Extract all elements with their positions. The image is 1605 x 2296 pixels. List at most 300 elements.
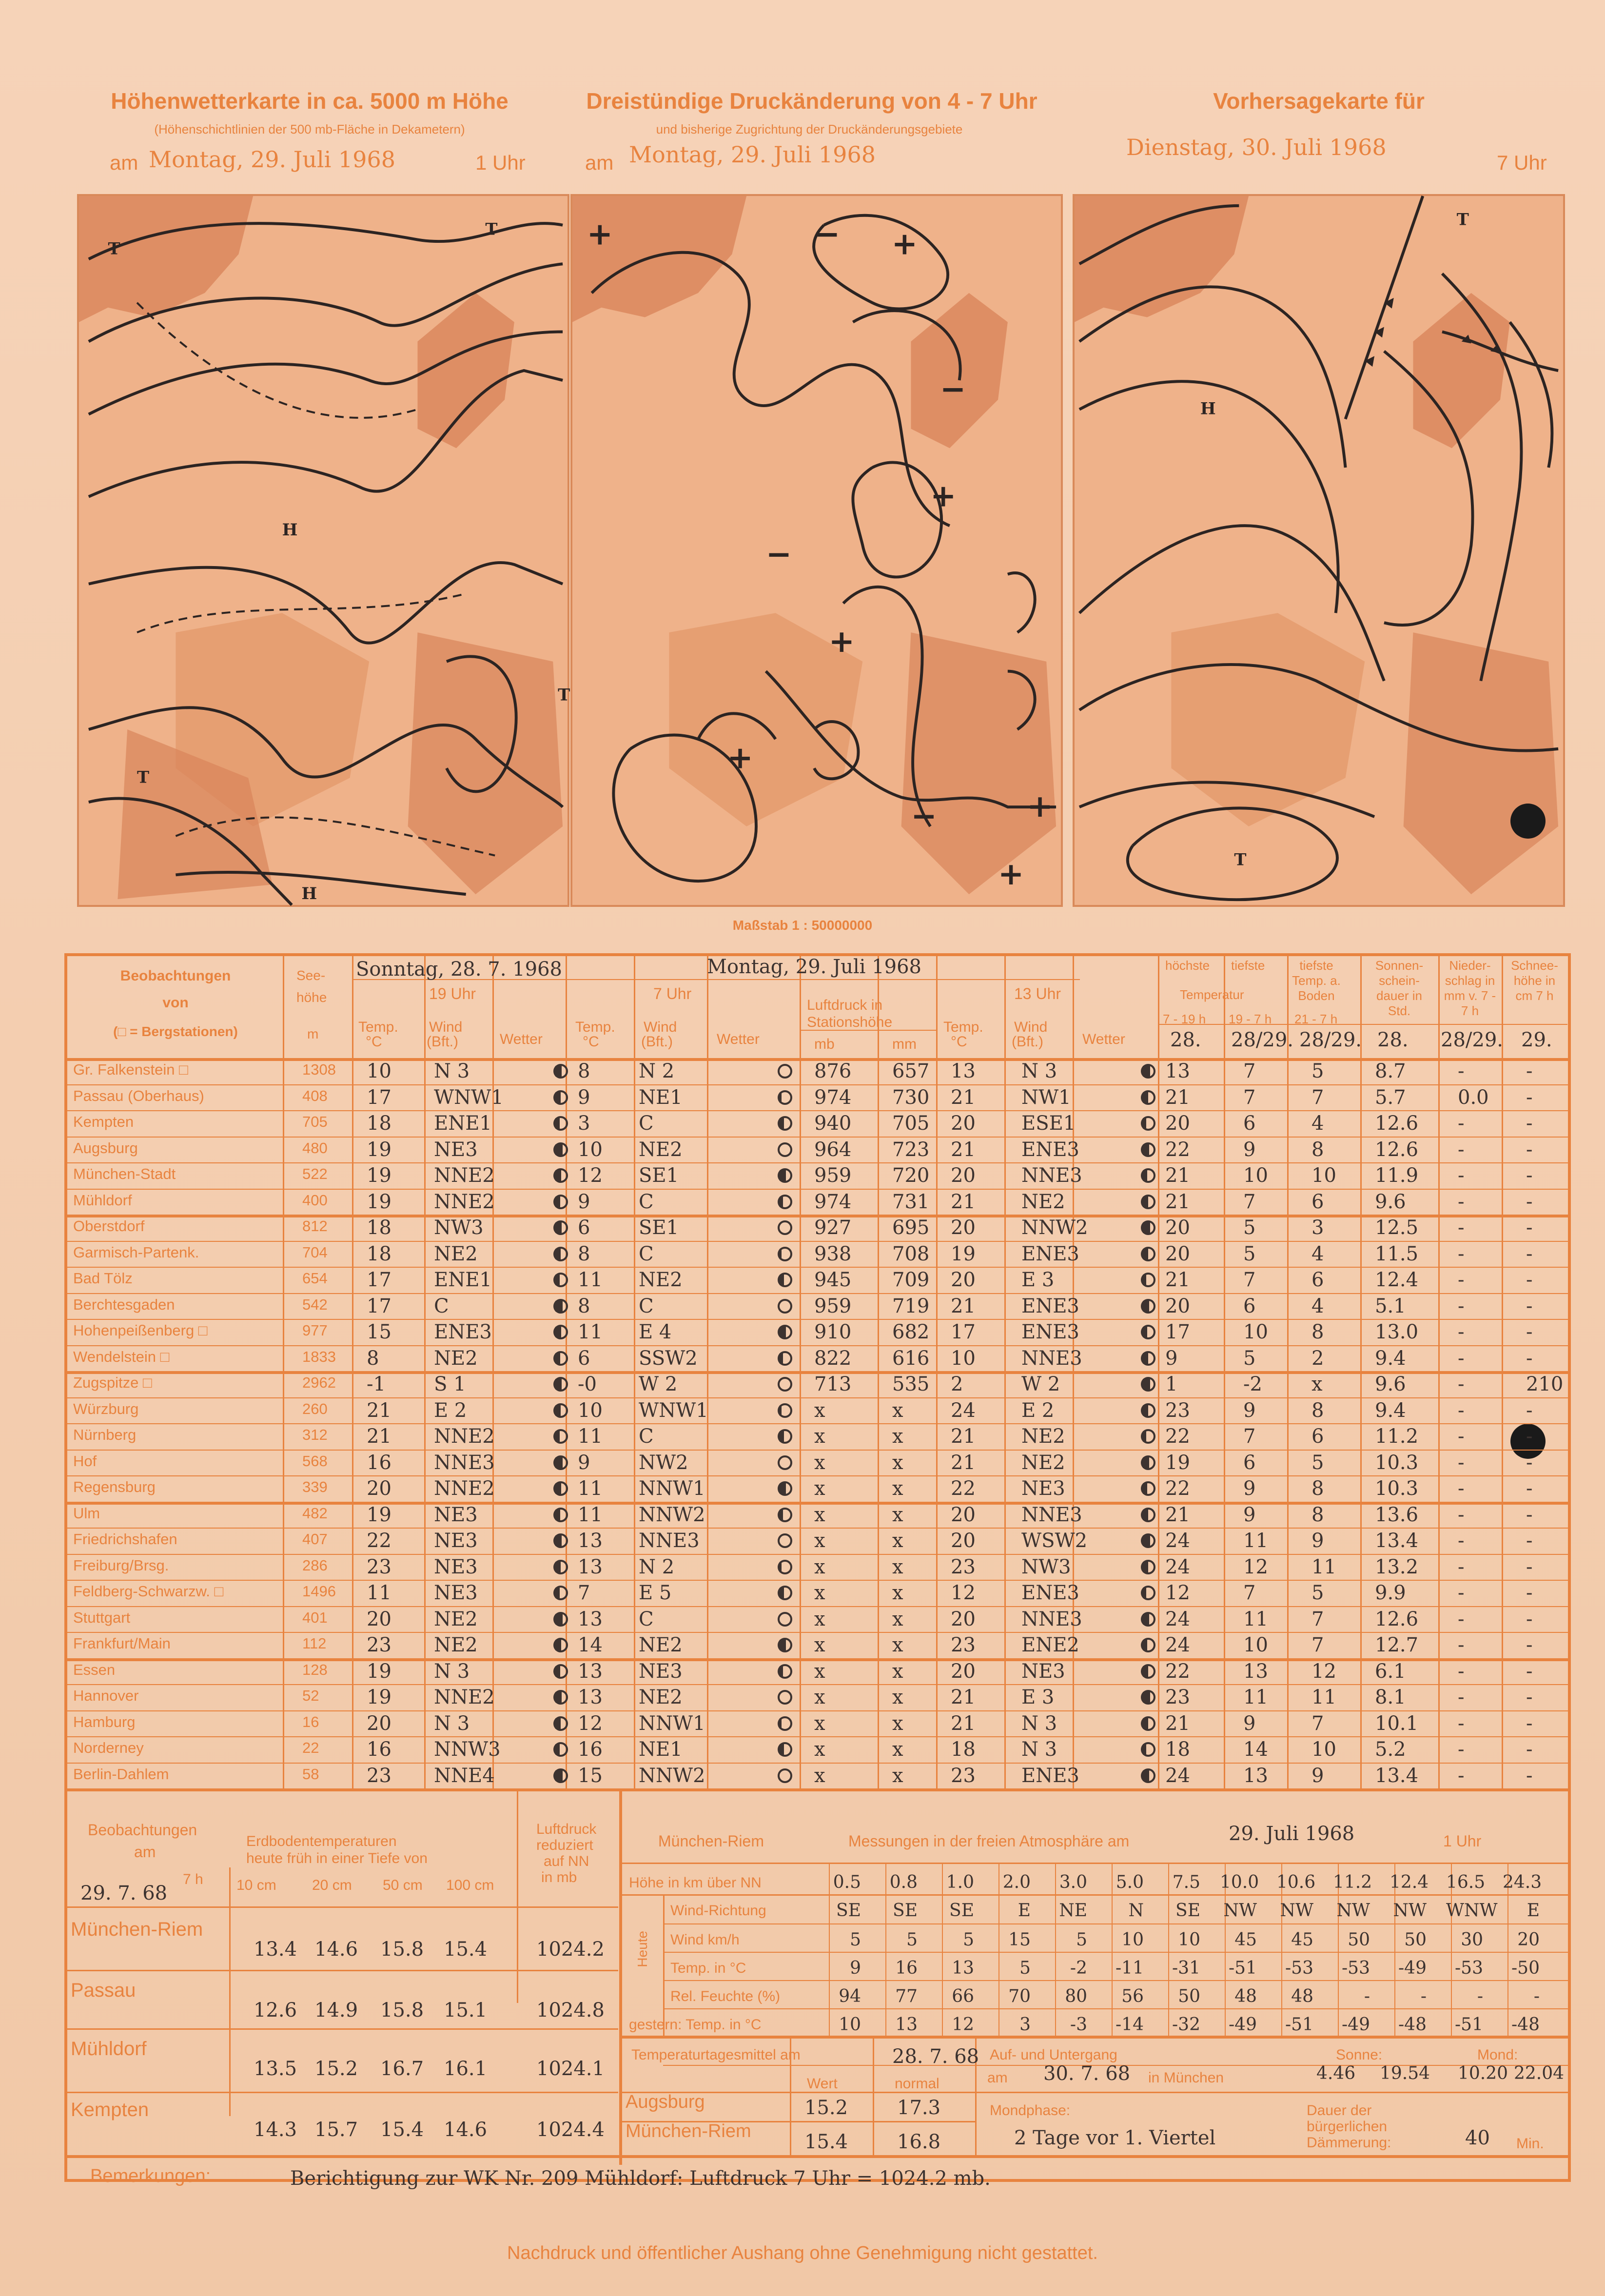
obs-header-see1: See- bbox=[296, 968, 326, 983]
temp-7h: 13 bbox=[578, 1555, 603, 1578]
pressure-mm: x bbox=[892, 1477, 903, 1500]
rule-h bbox=[975, 2092, 1570, 2093]
aero-hums-cell: 94 bbox=[839, 1986, 861, 2006]
temp-13h: 20 bbox=[951, 1660, 976, 1683]
aero-dirs-cell: NW bbox=[1393, 1901, 1427, 1921]
pressure-mm: 535 bbox=[892, 1373, 930, 1395]
sunshine: 5.2 bbox=[1375, 1738, 1406, 1761]
wind-7h: NE1 bbox=[639, 1738, 683, 1761]
temp-19h: -1 bbox=[367, 1373, 386, 1395]
temp-max: 12 bbox=[1165, 1582, 1190, 1604]
svg-text:+: + bbox=[587, 216, 613, 252]
aero-spds-cell: 10 bbox=[1121, 1930, 1144, 1950]
aero-hoehen-cell: 10.0 bbox=[1220, 1872, 1259, 1892]
obs-col-d2829b: 28/29. bbox=[1299, 1029, 1362, 1051]
soil-col-10: 10 cm bbox=[236, 1877, 276, 1893]
weather-symbol-icon bbox=[1141, 1586, 1155, 1600]
station-altitude: 812 bbox=[302, 1217, 328, 1235]
pressure-mb: x bbox=[814, 1738, 825, 1761]
soil-temp: 15.8 bbox=[380, 1938, 424, 1961]
temp-max: 22 bbox=[1165, 1138, 1190, 1161]
temp-max: 21 bbox=[1165, 1269, 1190, 1291]
wind-19h: NNE2 bbox=[434, 1477, 495, 1500]
aero-dirs-cell: SE bbox=[949, 1901, 974, 1921]
weather-symbol-icon bbox=[553, 1325, 568, 1339]
wind-19h: N 3 bbox=[434, 1660, 470, 1683]
svg-text:T: T bbox=[1456, 209, 1469, 229]
station-altitude: 568 bbox=[302, 1452, 328, 1470]
soil-pressure: 1024.8 bbox=[536, 1999, 605, 2021]
weather-symbol-icon bbox=[1141, 1090, 1155, 1105]
sunshine: 13.6 bbox=[1375, 1503, 1419, 1526]
wind-13h: NW1 bbox=[1021, 1086, 1071, 1109]
soil-temp: 15.8 bbox=[380, 1999, 424, 2021]
aero-dirs-cell: SE bbox=[1175, 1901, 1200, 1921]
obs-col-luftdruck2: Stationshöhe bbox=[807, 1014, 893, 1030]
temp-13h: 21 bbox=[951, 1425, 976, 1448]
map1-am: am bbox=[110, 151, 138, 174]
pressure-mm: x bbox=[892, 1425, 903, 1448]
soil-temp: 14.9 bbox=[314, 1999, 358, 2021]
aero-hoehen-cell: 5.0 bbox=[1116, 1872, 1144, 1892]
soil-erd1: Erdbodentemperaturen bbox=[246, 1833, 397, 1849]
temp-ground: 8 bbox=[1311, 1321, 1324, 1343]
weather-symbol-icon bbox=[778, 1195, 792, 1209]
upper-air-chart bbox=[79, 196, 568, 905]
mond-label: Mond: bbox=[1477, 2047, 1518, 2063]
weather-symbol-icon bbox=[553, 1664, 568, 1679]
temp-7h: 15 bbox=[578, 1764, 603, 1787]
obs-col-tiefste: tiefste bbox=[1231, 958, 1265, 973]
station-altitude: 480 bbox=[302, 1139, 328, 1157]
weather-symbol-icon bbox=[1141, 1638, 1155, 1652]
weather-symbol-icon bbox=[778, 1064, 792, 1079]
moon-rise: 10.20 bbox=[1458, 2063, 1508, 2083]
soil-station: Passau bbox=[71, 1980, 136, 2001]
pressure-mb: x bbox=[814, 1425, 825, 1448]
pressure-mm: x bbox=[892, 1555, 903, 1578]
pressure-mb: x bbox=[814, 1503, 825, 1526]
snow: - bbox=[1526, 1164, 1533, 1187]
aero-dirs-cell: E bbox=[1527, 1901, 1540, 1921]
soil-station: München-Riem bbox=[71, 1919, 203, 1940]
map3-title: Vorhersagekarte für bbox=[1213, 88, 1425, 114]
wind-19h: NE3 bbox=[434, 1530, 478, 1552]
temp-ground: 5 bbox=[1311, 1582, 1324, 1604]
weather-symbol-icon bbox=[1141, 1064, 1155, 1079]
precipitation: - bbox=[1458, 1503, 1465, 1526]
daemm-value: 40 bbox=[1465, 2127, 1490, 2149]
station-altitude: 977 bbox=[302, 1322, 328, 1339]
weather-symbol-icon bbox=[553, 1533, 568, 1548]
temp-ground: 7 bbox=[1311, 1608, 1324, 1630]
soil-temp: 13.5 bbox=[254, 2058, 297, 2080]
temp-min: 5 bbox=[1243, 1217, 1256, 1239]
station-altitude: 705 bbox=[302, 1113, 328, 1130]
temp-19h: 21 bbox=[367, 1399, 391, 1422]
weather-symbol-icon bbox=[1141, 1220, 1155, 1235]
precipitation: - bbox=[1458, 1217, 1465, 1239]
station-altitude: 16 bbox=[302, 1713, 319, 1730]
station-name: Nürnberg bbox=[73, 1426, 137, 1443]
temp-19h: 18 bbox=[367, 1217, 391, 1239]
wind-19h: ENE3 bbox=[434, 1321, 492, 1343]
wind-7h: NNW1 bbox=[639, 1477, 705, 1500]
precipitation: - bbox=[1458, 1373, 1465, 1395]
precipitation: - bbox=[1458, 1164, 1465, 1187]
temp-7h: 8 bbox=[578, 1242, 590, 1265]
aero-spds-cell: 5 bbox=[906, 1930, 918, 1950]
soil-station: Mühldorf bbox=[71, 2038, 147, 2060]
weather-symbol-icon bbox=[778, 1168, 792, 1183]
wind-19h: NNE2 bbox=[434, 1190, 495, 1213]
temp-max: 23 bbox=[1165, 1399, 1190, 1422]
rule-h bbox=[1158, 1024, 1567, 1025]
sun-rise: 4.46 bbox=[1316, 2063, 1356, 2083]
temp-7h: 12 bbox=[578, 1164, 603, 1187]
rule-h bbox=[67, 1475, 1569, 1476]
wind-19h: NNE2 bbox=[434, 1164, 495, 1187]
daemm2: bürgerlichen bbox=[1307, 2119, 1388, 2135]
aero-hoehe-label: Höhe in km über NN bbox=[629, 1875, 762, 1891]
aero-hums-cell: 77 bbox=[895, 1986, 918, 2006]
wind-7h: NNE3 bbox=[639, 1530, 700, 1552]
sunshine: 6.1 bbox=[1375, 1660, 1406, 1683]
temp-19h: 15 bbox=[367, 1321, 391, 1343]
pressure-mm: 695 bbox=[892, 1217, 930, 1239]
weather-symbol-icon bbox=[553, 1690, 568, 1705]
weather-symbol-icon bbox=[778, 1664, 792, 1679]
station-altitude: 128 bbox=[302, 1661, 328, 1678]
aero-temps-cell: 13 bbox=[952, 1958, 974, 1978]
rule-h bbox=[67, 1084, 1569, 1085]
wind-19h: N 3 bbox=[434, 1060, 470, 1082]
weather-symbol-icon bbox=[1141, 1455, 1155, 1470]
daemm-min: Min. bbox=[1516, 2136, 1544, 2152]
svg-text:−: − bbox=[765, 535, 792, 572]
pressure-mb: x bbox=[814, 1608, 825, 1630]
wind-7h: NNW2 bbox=[639, 1764, 705, 1787]
sunshine: 10.3 bbox=[1375, 1451, 1419, 1474]
temp-13h: 21 bbox=[951, 1086, 976, 1109]
temp-13h: 20 bbox=[951, 1112, 976, 1135]
wind-13h: NW3 bbox=[1021, 1555, 1071, 1578]
snow: - bbox=[1526, 1582, 1533, 1604]
temp-ground: 6 bbox=[1311, 1269, 1324, 1291]
obs-header-berg: (□ = Bergstationen) bbox=[113, 1024, 238, 1039]
temp-ground: 7 bbox=[1311, 1086, 1324, 1109]
temp-7h: 7 bbox=[578, 1582, 590, 1604]
temp-min: 7 bbox=[1243, 1425, 1256, 1448]
wind-7h: E 4 bbox=[639, 1321, 672, 1343]
wind-7h: C bbox=[639, 1295, 654, 1317]
soil-col-20: 20 cm bbox=[312, 1877, 352, 1893]
wind-13h: ENE3 bbox=[1021, 1582, 1079, 1604]
aero-spds-cell: 5 bbox=[850, 1930, 861, 1950]
map1-subtitle: (Höhenschichtlinien der 500 mb-Fläche in Dekametern) bbox=[154, 122, 465, 137]
upper-air-map bbox=[77, 194, 569, 907]
wind-7h: W 2 bbox=[639, 1373, 678, 1395]
aero-dir-label: Wind-Richtung bbox=[670, 1903, 766, 1919]
aero-spds-cell: 15 bbox=[1008, 1930, 1031, 1950]
temp-7h: 13 bbox=[578, 1608, 603, 1630]
wind-13h: E 3 bbox=[1021, 1269, 1055, 1291]
pressure-mm: 720 bbox=[892, 1164, 930, 1187]
temp-7h: 13 bbox=[578, 1660, 603, 1683]
wind-13h: NNE3 bbox=[1021, 1608, 1082, 1630]
punch-hole-top bbox=[1510, 804, 1546, 839]
weather-symbol-icon bbox=[778, 1116, 792, 1131]
svg-text:H: H bbox=[1200, 398, 1216, 418]
rule-h bbox=[67, 1319, 1569, 1320]
temp-max: 19 bbox=[1165, 1451, 1190, 1474]
rule-h bbox=[619, 1894, 1570, 1896]
temp-max: 20 bbox=[1165, 1112, 1190, 1135]
weather-symbol-icon bbox=[553, 1090, 568, 1105]
svg-text:+: + bbox=[828, 623, 855, 659]
precipitation: - bbox=[1458, 1608, 1465, 1630]
pressure-mb: 713 bbox=[814, 1373, 852, 1395]
pressure-mb: x bbox=[814, 1764, 825, 1787]
weather-symbol-icon bbox=[553, 1638, 568, 1652]
aero-dirs-cell: NE bbox=[1059, 1901, 1087, 1921]
weather-symbol-icon bbox=[553, 1064, 568, 1079]
temp-max: 22 bbox=[1165, 1425, 1190, 1448]
rule-h bbox=[663, 1980, 1570, 1981]
wind-7h: NE2 bbox=[639, 1686, 683, 1708]
weather-symbol-icon bbox=[553, 1195, 568, 1209]
temp-min: 12 bbox=[1243, 1555, 1268, 1578]
obs-col-schnee: Schnee-höhe in cm 7 h bbox=[1511, 958, 1558, 1003]
temp-13h: 10 bbox=[951, 1347, 976, 1370]
temp-13h: 2 bbox=[951, 1373, 963, 1395]
temp-19h: 19 bbox=[367, 1686, 391, 1708]
aero-hum-label: Rel. Feuchte (%) bbox=[670, 1988, 781, 2004]
weather-symbol-icon bbox=[778, 1220, 792, 1235]
wind-19h: NNE2 bbox=[434, 1686, 495, 1708]
sunshine: 9.6 bbox=[1375, 1190, 1406, 1213]
wind-7h: C bbox=[639, 1425, 654, 1448]
soil-7h: 7 h bbox=[183, 1871, 203, 1887]
soil-luft2: reduziert bbox=[536, 1837, 593, 1853]
wind-7h: SE1 bbox=[639, 1217, 679, 1239]
sunshine: 12.6 bbox=[1375, 1138, 1419, 1161]
aero-hums-cell: - bbox=[1420, 1986, 1427, 2006]
aero-temps-cell: -31 bbox=[1172, 1958, 1200, 1978]
wind-13h: N 3 bbox=[1021, 1060, 1057, 1082]
wind-19h: NNW3 bbox=[434, 1738, 501, 1761]
weather-symbol-icon bbox=[778, 1351, 792, 1366]
temp-min: 6 bbox=[1243, 1295, 1256, 1317]
sunshine: 10.3 bbox=[1375, 1477, 1419, 1500]
aero-spds-cell: 45 bbox=[1234, 1930, 1257, 1950]
pressure-mm: x bbox=[892, 1608, 903, 1630]
rule-v bbox=[663, 1894, 665, 2036]
temp-19h: 21 bbox=[367, 1425, 391, 1448]
precipitation: - bbox=[1458, 1190, 1465, 1213]
obs-col-d29: 29. bbox=[1521, 1029, 1552, 1051]
temp-7h: 16 bbox=[578, 1738, 603, 1761]
weather-symbol-icon bbox=[778, 1742, 792, 1757]
aero-hums-cell: 56 bbox=[1121, 1986, 1144, 2006]
svg-text:+: + bbox=[998, 856, 1024, 892]
precipitation: - bbox=[1458, 1555, 1465, 1578]
rule-v bbox=[619, 1788, 622, 2165]
rule-v bbox=[873, 2036, 874, 2155]
aero-temps-cell: 5 bbox=[1019, 1958, 1031, 1978]
rule-h bbox=[67, 1970, 618, 1971]
precipitation: - bbox=[1458, 1321, 1465, 1343]
temp-7h: 9 bbox=[578, 1086, 590, 1109]
temp-19h: 18 bbox=[367, 1242, 391, 1265]
aero-gest-label: gestern: Temp. in °C bbox=[629, 2017, 762, 2033]
sunshine: 12.7 bbox=[1375, 1634, 1419, 1656]
station-name: Passau (Oberhaus) bbox=[73, 1087, 204, 1104]
rule-h bbox=[663, 1952, 1570, 1953]
weather-symbol-icon bbox=[553, 1768, 568, 1783]
precipitation: - bbox=[1458, 1347, 1465, 1370]
pressure-mb: 940 bbox=[814, 1112, 852, 1135]
pressure-mm: x bbox=[892, 1503, 903, 1526]
temp-ground: 5 bbox=[1311, 1060, 1324, 1082]
station-altitude: 1833 bbox=[302, 1348, 336, 1365]
temp-19h: 23 bbox=[367, 1764, 391, 1787]
aero-hoehen-cell: 2.0 bbox=[1002, 1872, 1031, 1892]
temp-ground: 4 bbox=[1311, 1242, 1324, 1265]
map-scale: Maßstab 1 : 50000000 bbox=[732, 918, 873, 933]
obs-col-degc7: °C bbox=[583, 1034, 599, 1050]
snow: - bbox=[1526, 1555, 1533, 1578]
weather-symbol-icon bbox=[1141, 1768, 1155, 1783]
wind-7h: NNW1 bbox=[639, 1712, 705, 1735]
obs-col-hoechste: höchste bbox=[1165, 958, 1210, 973]
wind-13h: ENE3 bbox=[1021, 1321, 1079, 1343]
snow: - bbox=[1526, 1269, 1533, 1291]
temp-13h: 13 bbox=[951, 1060, 976, 1082]
pressure-mm: 719 bbox=[892, 1295, 930, 1317]
temp-min: 5 bbox=[1243, 1347, 1256, 1370]
obs-header-monday: Montag, 29. Juli 1968 bbox=[707, 956, 921, 978]
station-altitude: 312 bbox=[302, 1426, 328, 1443]
mondphase-value: 2 Tage vor 1. Viertel bbox=[1014, 2127, 1216, 2149]
station-altitude: 482 bbox=[302, 1504, 328, 1522]
rule-h bbox=[67, 1736, 1569, 1737]
station-altitude: 400 bbox=[302, 1191, 328, 1209]
wind-19h: NNE4 bbox=[434, 1764, 495, 1787]
sun-set: 19.54 bbox=[1380, 2063, 1430, 2083]
aero-hoehen-cell: 11.2 bbox=[1333, 1872, 1372, 1892]
precipitation: 0.0 bbox=[1458, 1086, 1489, 1109]
weather-symbol-icon bbox=[553, 1168, 568, 1183]
snow: - bbox=[1526, 1503, 1533, 1526]
wind-7h: SSW2 bbox=[639, 1347, 698, 1370]
aero-temps-cell: -51 bbox=[1229, 1958, 1257, 1978]
wind-13h: ENE3 bbox=[1021, 1764, 1079, 1787]
weather-symbol-icon bbox=[778, 1481, 792, 1496]
temp-7h: 6 bbox=[578, 1217, 590, 1239]
obs-col-wetter19: Wetter bbox=[500, 1031, 543, 1047]
rule-h bbox=[67, 1267, 1569, 1268]
rule-h bbox=[67, 1110, 1569, 1111]
pressure-mm: 682 bbox=[892, 1321, 930, 1343]
snow: - bbox=[1526, 1712, 1533, 1735]
tm-augsburg-wert: 15.2 bbox=[804, 2097, 848, 2119]
snow: - bbox=[1526, 1399, 1533, 1422]
temp-13h: 21 bbox=[951, 1138, 976, 1161]
svg-text:−: − bbox=[911, 797, 937, 834]
temp-max: 24 bbox=[1165, 1764, 1190, 1787]
temp-ground: 4 bbox=[1311, 1112, 1324, 1135]
obs-col-nieder: Nieder-schlag in mm v. 7 - 7 h bbox=[1444, 958, 1496, 1018]
rule-h bbox=[67, 1528, 1569, 1529]
aero-gest-cell: 3 bbox=[1019, 2015, 1031, 2035]
aero-gest-cell: -51 bbox=[1455, 2015, 1483, 2035]
aero-gest-cell: -51 bbox=[1285, 2015, 1313, 2035]
aero-dirs-cell: E bbox=[1018, 1901, 1031, 1921]
temp-13h: 24 bbox=[951, 1399, 976, 1422]
snow: - bbox=[1526, 1738, 1533, 1761]
temp-ground: 9 bbox=[1311, 1530, 1324, 1552]
station-name: Norderney bbox=[73, 1739, 144, 1756]
aero-hoehen-cell: 1.0 bbox=[946, 1872, 974, 1892]
temp-min: 10 bbox=[1243, 1321, 1268, 1343]
obs-header-see2: höhe bbox=[296, 990, 327, 1005]
obs-col-temperatur: Temperatur bbox=[1180, 987, 1244, 1002]
weather-symbol-icon bbox=[1141, 1429, 1155, 1444]
aero-temp-label: Temp. in °C bbox=[670, 1960, 746, 1976]
temp-13h: 23 bbox=[951, 1634, 976, 1656]
weather-symbol-icon bbox=[1141, 1481, 1155, 1496]
pressure-mb: 964 bbox=[814, 1138, 852, 1161]
temp-19h: 22 bbox=[367, 1530, 391, 1552]
station-name: Würzburg bbox=[73, 1400, 139, 1417]
sunshine: 11.2 bbox=[1375, 1425, 1419, 1448]
sunshine: 8.1 bbox=[1375, 1686, 1406, 1708]
temp-13h: 12 bbox=[951, 1582, 976, 1604]
aero-hums-cell: - bbox=[1364, 1986, 1370, 2006]
pressure-mb: 876 bbox=[814, 1060, 852, 1082]
weather-symbol-icon bbox=[553, 1716, 568, 1731]
map2-date: Montag, 29. Juli 1968 bbox=[629, 141, 876, 168]
weather-symbol-icon bbox=[553, 1612, 568, 1627]
weather-symbol-icon bbox=[553, 1116, 568, 1131]
sonne-label: Sonne: bbox=[1336, 2047, 1383, 2063]
rule-h bbox=[67, 1710, 1569, 1711]
temp-ground: 2 bbox=[1311, 1347, 1324, 1370]
station-name: Hof bbox=[73, 1452, 97, 1470]
obs-col-boden: tiefste Temp. a. Boden bbox=[1292, 958, 1341, 1003]
temp-19h: 11 bbox=[367, 1582, 391, 1604]
pressure-mb: 974 bbox=[814, 1086, 852, 1109]
pressure-mb: 959 bbox=[814, 1295, 852, 1317]
temp-max: 24 bbox=[1165, 1608, 1190, 1630]
aero-date: 29. Juli 1968 bbox=[1229, 1823, 1355, 1845]
aero-dirs-cell: WNW bbox=[1446, 1901, 1498, 1921]
aero-time: 1 Uhr bbox=[1443, 1832, 1482, 1850]
svg-text:T: T bbox=[558, 685, 570, 705]
pressure-mm: x bbox=[892, 1530, 903, 1552]
obs-col-degc19: °C bbox=[366, 1034, 382, 1050]
wind-7h: N 2 bbox=[639, 1060, 675, 1082]
weather-symbol-icon bbox=[1141, 1560, 1155, 1574]
wind-13h: NNE3 bbox=[1021, 1347, 1082, 1370]
temp-max: 20 bbox=[1165, 1242, 1190, 1265]
moon-set: 22.04 bbox=[1514, 2063, 1565, 2083]
map2-am: am bbox=[585, 151, 614, 174]
temp-13h: 17 bbox=[951, 1321, 976, 1343]
temp-13h: 20 bbox=[951, 1530, 976, 1552]
weather-symbol-icon bbox=[778, 1325, 792, 1339]
